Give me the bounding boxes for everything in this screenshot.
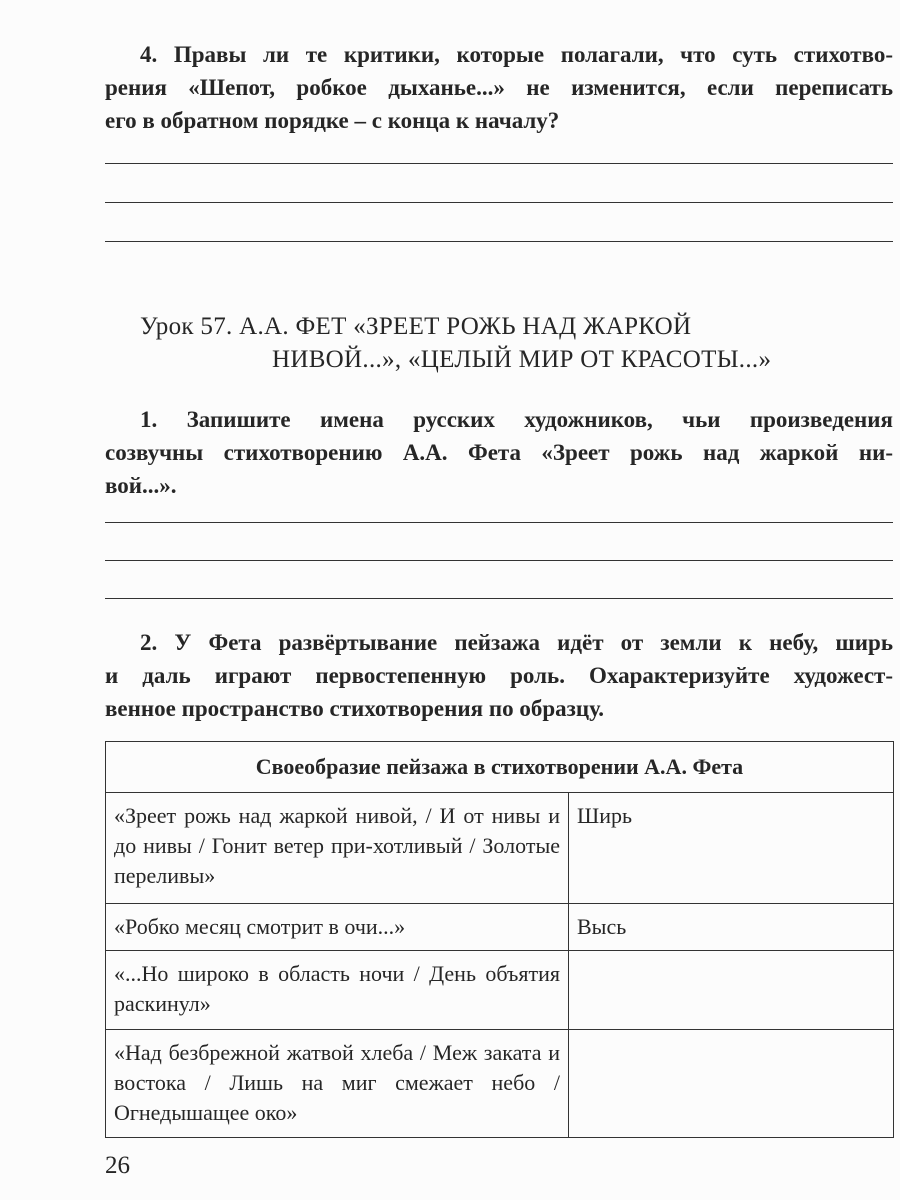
page-number: 26 bbox=[105, 1152, 130, 1179]
table-row bbox=[106, 1030, 894, 1138]
table-row bbox=[106, 793, 894, 904]
table-row bbox=[106, 951, 894, 1030]
answer-cell[interactable] bbox=[569, 951, 894, 1030]
question-1-line: вой...». bbox=[105, 473, 177, 498]
lesson-heading-line-1: Урок 57. А.А. ФЕТ «ЗРЕЕТ РОЖЬ НАД ЖАРКОЙ bbox=[140, 313, 692, 340]
answer-line[interactable] bbox=[105, 163, 893, 164]
question-4-line: его в обратном порядке – с конца к началу? bbox=[105, 108, 560, 133]
landscape-table bbox=[105, 741, 894, 1138]
question-2-line: 2. У Фета развёртывание пейзажа идёт от земли к небу, ширь bbox=[140, 630, 893, 655]
quote-cell: «...Но широко в область ночи / День объятия раскинул» bbox=[106, 951, 569, 1030]
answer-cell[interactable]: Ширь bbox=[569, 793, 894, 904]
question-2-line: венное пространство стихотворения по образцу. bbox=[105, 696, 605, 721]
answer-cell[interactable] bbox=[569, 1030, 894, 1138]
quote-cell: «Робко месяц смотрит в очи...» bbox=[106, 904, 569, 951]
question-1-line: созвучны стихотворению А.А. Фета «Зреет рожь над жаркой ни- bbox=[105, 440, 893, 465]
table-row bbox=[106, 904, 894, 951]
answer-line[interactable] bbox=[105, 241, 893, 242]
answer-line[interactable] bbox=[105, 522, 893, 523]
answer-line[interactable] bbox=[105, 202, 893, 203]
quote-cell: «Зреет рожь над жаркой нивой, / И от нивы и до нивы / Гонит ветер при-хотливый / Золотые переливы» bbox=[106, 793, 569, 904]
answer-line[interactable] bbox=[105, 598, 893, 599]
quote-cell: «Над безбрежной жатвой хлеба / Меж заката и востока / Лишь на миг смежает небо / Огнедышащее око» bbox=[106, 1030, 569, 1138]
question-1-line: 1. Запишите имена русских художников, чьи произведения bbox=[140, 407, 893, 432]
lesson-heading-line-2: НИВОЙ...», «ЦЕЛЫЙ МИР ОТ КРАСОТЫ...» bbox=[272, 346, 772, 373]
question-2-line: и даль играют первостепенную роль. Охарактеризуйте художест- bbox=[105, 663, 893, 688]
answer-cell[interactable]: Высь bbox=[569, 904, 894, 951]
answer-line[interactable] bbox=[105, 560, 893, 561]
table-header: Своеобразие пейзажа в стихотворении А.А. Фета bbox=[106, 742, 894, 793]
question-4-line: 4. Правы ли те критики, которые полагали, что суть стихотво- bbox=[140, 42, 893, 67]
question-4-line: рения «Шепот, робкое дыханье...» не изменится, если переписать bbox=[105, 75, 893, 100]
